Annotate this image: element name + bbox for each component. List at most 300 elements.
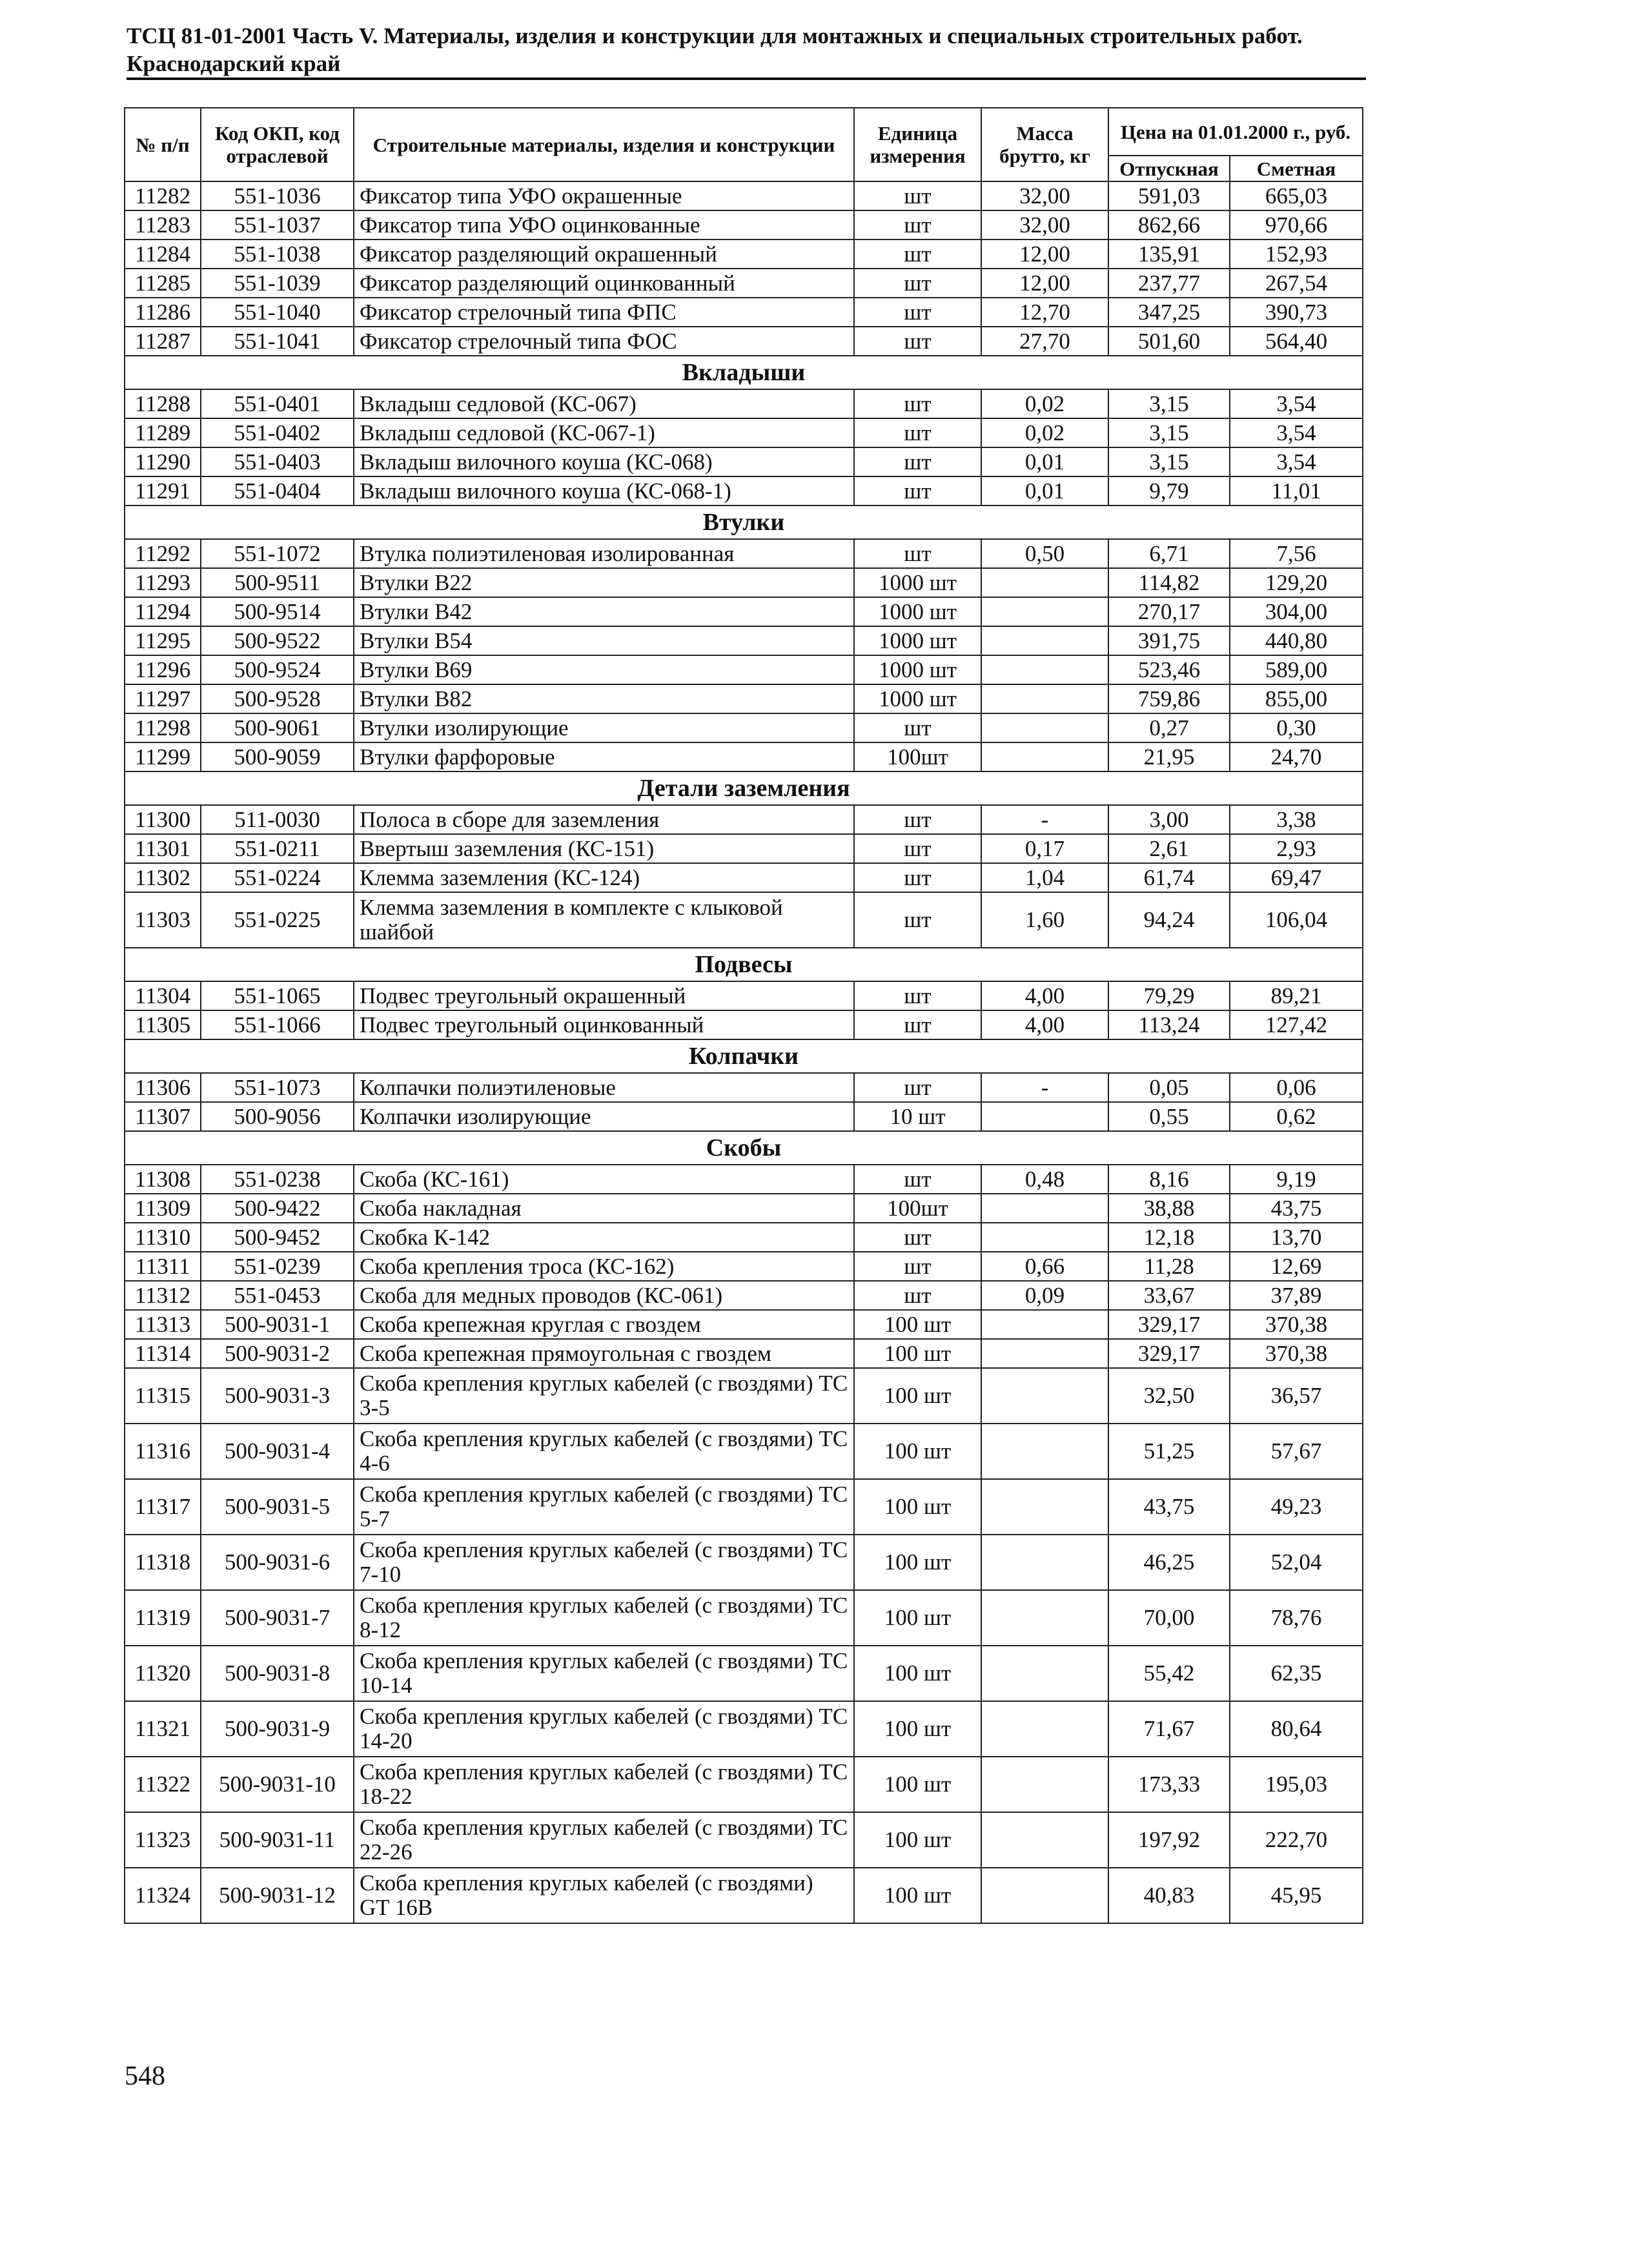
cell-code: 500-9031-1 (201, 1310, 354, 1339)
cell-code: 500-9031-10 (201, 1757, 354, 1812)
cell-num: 11287 (125, 327, 201, 356)
cell-code: 551-0402 (201, 418, 354, 447)
cell-mass (981, 1757, 1108, 1812)
cell-price-estimate: 665,03 (1230, 181, 1363, 210)
cell-num: 11307 (125, 1102, 201, 1131)
cell-code: 551-1065 (201, 981, 354, 1010)
cell-name: Колпачки полиэтиленовые (354, 1073, 854, 1102)
cell-price-release: 70,00 (1108, 1590, 1230, 1646)
table-row (125, 1535, 1363, 1590)
cell-code: 551-1039 (201, 269, 354, 298)
section-header (125, 1039, 1363, 1073)
cell-num: 11293 (125, 568, 201, 597)
table-row (125, 1165, 1363, 1194)
cell-mass: 0,02 (981, 418, 1108, 447)
cell-name: Клемма заземления (КС-124) (354, 863, 854, 892)
cell-name: Полоса в сборе для заземления (354, 805, 854, 834)
cell-num: 11321 (125, 1701, 201, 1757)
cell-num: 11282 (125, 181, 201, 210)
cell-price-release: 0,27 (1108, 713, 1230, 742)
cell-code: 500-9031-11 (201, 1812, 354, 1868)
table-row (125, 1590, 1363, 1646)
cell-price-estimate: 129,20 (1230, 568, 1363, 597)
cell-mass (981, 1646, 1108, 1701)
cell-name: Вкладыш седловой (КС-067-1) (354, 418, 854, 447)
cell-price-estimate: 222,70 (1230, 1812, 1363, 1868)
cell-mass (981, 1479, 1108, 1535)
cell-price-release: 501,60 (1108, 327, 1230, 356)
cell-price-release: 43,75 (1108, 1479, 1230, 1535)
cell-price-release: 61,74 (1108, 863, 1230, 892)
cell-unit: 100шт (854, 742, 981, 771)
col-header-name: Строительные материалы, изделия и конструкции (354, 108, 854, 181)
cell-price-release: 32,50 (1108, 1368, 1230, 1424)
cell-code: 551-0211 (201, 834, 354, 863)
cell-price-estimate: 36,57 (1230, 1368, 1363, 1424)
cell-mass: 27,70 (981, 327, 1108, 356)
cell-code: 500-9061 (201, 713, 354, 742)
table-row (125, 1194, 1363, 1223)
cell-price-release: 9,79 (1108, 476, 1230, 506)
table-row (125, 389, 1363, 418)
cell-price-estimate: 0,62 (1230, 1102, 1363, 1131)
cell-mass (981, 1812, 1108, 1868)
cell-mass: - (981, 1073, 1108, 1102)
cell-price-estimate: 970,66 (1230, 210, 1363, 240)
table-row (125, 269, 1363, 298)
cell-num: 11324 (125, 1868, 201, 1923)
cell-code: 551-1066 (201, 1010, 354, 1039)
cell-num: 11320 (125, 1646, 201, 1701)
cell-price-estimate: 370,38 (1230, 1339, 1363, 1368)
section-header (125, 771, 1363, 805)
cell-num: 11308 (125, 1165, 201, 1194)
cell-num: 11289 (125, 418, 201, 447)
table-row (125, 1812, 1363, 1868)
table-row (125, 713, 1363, 742)
cell-code: 500-9031-3 (201, 1368, 354, 1424)
table-row (125, 181, 1363, 210)
cell-name: Скоба крепежная круглая с гвоздем (354, 1310, 854, 1339)
cell-mass (981, 1310, 1108, 1339)
cell-code: 551-0404 (201, 476, 354, 506)
cell-num: 11297 (125, 684, 201, 713)
cell-price-release: 12,18 (1108, 1223, 1230, 1252)
table-row (125, 1010, 1363, 1039)
cell-unit: 1000 шт (854, 655, 981, 684)
cell-num: 11319 (125, 1590, 201, 1646)
cell-mass: 0,50 (981, 539, 1108, 568)
cell-code: 500-9031-4 (201, 1424, 354, 1479)
cell-code: 500-9031-12 (201, 1868, 354, 1923)
cell-code: 551-0453 (201, 1281, 354, 1310)
table-body (125, 181, 1363, 1923)
cell-price-estimate: 152,93 (1230, 240, 1363, 269)
cell-name: Скоба крепления круглых кабелей (с гвоздями) ТС 22-26 (354, 1812, 854, 1868)
cell-mass (981, 742, 1108, 771)
table-row (125, 805, 1363, 834)
cell-price-estimate: 3,54 (1230, 389, 1363, 418)
col-header-price-estimate: Сметная (1230, 156, 1363, 181)
cell-price-estimate: 370,38 (1230, 1310, 1363, 1339)
cell-price-release: 3,15 (1108, 389, 1230, 418)
cell-price-estimate: 855,00 (1230, 684, 1363, 713)
cell-unit: 1000 шт (854, 684, 981, 713)
cell-unit: шт (854, 418, 981, 447)
cell-name: Втулки В69 (354, 655, 854, 684)
cell-unit: шт (854, 1223, 981, 1252)
cell-price-release: 329,17 (1108, 1310, 1230, 1339)
cell-price-estimate: 440,80 (1230, 626, 1363, 655)
cell-price-estimate: 304,00 (1230, 597, 1363, 626)
table-row (125, 1102, 1363, 1131)
cell-code: 551-1041 (201, 327, 354, 356)
cell-num: 11290 (125, 447, 201, 476)
cell-price-estimate: 589,00 (1230, 655, 1363, 684)
cell-code: 500-9031-7 (201, 1590, 354, 1646)
section-header (125, 948, 1363, 981)
cell-num: 11288 (125, 389, 201, 418)
cell-mass: 0,09 (981, 1281, 1108, 1310)
cell-mass: 32,00 (981, 181, 1108, 210)
cell-price-estimate: 89,21 (1230, 981, 1363, 1010)
cell-code: 551-1040 (201, 298, 354, 327)
cell-price-release: 21,95 (1108, 742, 1230, 771)
cell-unit: 100 шт (854, 1812, 981, 1868)
cell-name: Скоба крепления круглых кабелей (с гвоздями) ТС 7-10 (354, 1535, 854, 1590)
cell-name: Фиксатор разделяющий окрашенный (354, 240, 854, 269)
cell-price-release: 391,75 (1108, 626, 1230, 655)
cell-name: Фиксатор стрелочный типа ФОС (354, 327, 854, 356)
cell-mass (981, 1701, 1108, 1757)
cell-price-release: 38,88 (1108, 1194, 1230, 1223)
table-row (125, 1646, 1363, 1701)
cell-price-estimate: 13,70 (1230, 1223, 1363, 1252)
cell-mass (981, 1339, 1108, 1368)
cell-price-estimate: 9,19 (1230, 1165, 1363, 1194)
header-region: Краснодарский край (127, 51, 341, 76)
cell-num: 11314 (125, 1339, 201, 1368)
cell-price-estimate: 80,64 (1230, 1701, 1363, 1757)
cell-code: 551-0224 (201, 863, 354, 892)
section-title: Детали заземления (125, 771, 1363, 805)
cell-code: 551-0239 (201, 1252, 354, 1281)
cell-num: 11294 (125, 597, 201, 626)
table-row (125, 298, 1363, 327)
cell-price-estimate: 43,75 (1230, 1194, 1363, 1223)
table-row (125, 597, 1363, 626)
table-row (125, 892, 1363, 948)
cell-name: Скоба крепления круглых кабелей (с гвоздями) ТС 8-12 (354, 1590, 854, 1646)
cell-unit: 100 шт (854, 1310, 981, 1339)
cell-num: 11291 (125, 476, 201, 506)
cell-price-release: 173,33 (1108, 1757, 1230, 1812)
cell-unit: 1000 шт (854, 568, 981, 597)
cell-name: Втулки В54 (354, 626, 854, 655)
cell-unit: 100 шт (854, 1646, 981, 1701)
cell-name: Втулки В42 (354, 597, 854, 626)
cell-num: 11315 (125, 1368, 201, 1424)
cell-num: 11311 (125, 1252, 201, 1281)
cell-price-release: 79,29 (1108, 981, 1230, 1010)
cell-mass: 0,01 (981, 447, 1108, 476)
cell-price-release: 759,86 (1108, 684, 1230, 713)
cell-num: 11304 (125, 981, 201, 1010)
header-title: ТСЦ 81-01-2001 Часть V. Материалы, изделия и конструкции для монтажных и специальных строительных работ. (127, 23, 1303, 48)
cell-name: Клемма заземления в комплекте с клыковой шайбой (354, 892, 854, 948)
col-header-num: № п/п (125, 108, 201, 181)
cell-price-estimate: 12,69 (1230, 1252, 1363, 1281)
cell-num: 11298 (125, 713, 201, 742)
table-row (125, 1310, 1363, 1339)
cell-price-estimate: 69,47 (1230, 863, 1363, 892)
cell-num: 11285 (125, 269, 201, 298)
cell-unit: шт (854, 1073, 981, 1102)
cell-price-release: 135,91 (1108, 240, 1230, 269)
cell-price-estimate: 564,40 (1230, 327, 1363, 356)
cell-code: 551-1073 (201, 1073, 354, 1102)
table-row (125, 626, 1363, 655)
table-row (125, 1223, 1363, 1252)
cell-name: Втулки изолирующие (354, 713, 854, 742)
cell-name: Скоба крепления круглых кабелей (с гвоздями) ТС 3-5 (354, 1368, 854, 1424)
cell-price-release: 113,24 (1108, 1010, 1230, 1039)
cell-name: Скоба крепления круглых кабелей (с гвоздями) GT 16B (354, 1868, 854, 1923)
cell-mass: 12,70 (981, 298, 1108, 327)
cell-num: 11310 (125, 1223, 201, 1252)
cell-price-release: 8,16 (1108, 1165, 1230, 1194)
cell-price-release: 6,71 (1108, 539, 1230, 568)
cell-name: Скоба крепления круглых кабелей (с гвоздями) ТС 4-6 (354, 1424, 854, 1479)
cell-num: 11283 (125, 210, 201, 240)
section-header (125, 356, 1363, 389)
cell-name: Фиксатор стрелочный типа ФПС (354, 298, 854, 327)
cell-price-release: 3,00 (1108, 805, 1230, 834)
cell-mass (981, 626, 1108, 655)
cell-unit: 100 шт (854, 1590, 981, 1646)
section-title: Подвесы (125, 948, 1363, 981)
cell-num: 11292 (125, 539, 201, 568)
col-header-price-release: Отпускная (1108, 156, 1230, 181)
cell-mass: 0,66 (981, 1252, 1108, 1281)
cell-code: 551-1037 (201, 210, 354, 240)
section-title: Вкладыши (125, 356, 1363, 389)
cell-code: 500-9031-6 (201, 1535, 354, 1590)
cell-unit: шт (854, 713, 981, 742)
cell-mass (981, 1868, 1108, 1923)
cell-mass: 4,00 (981, 981, 1108, 1010)
cell-unit: шт (854, 1252, 981, 1281)
section-header (125, 506, 1363, 539)
cell-unit: шт (854, 834, 981, 863)
cell-code: 500-9511 (201, 568, 354, 597)
cell-code: 500-9514 (201, 597, 354, 626)
cell-num: 11284 (125, 240, 201, 269)
cell-price-release: 0,55 (1108, 1102, 1230, 1131)
cell-price-release: 71,67 (1108, 1701, 1230, 1757)
cell-name: Скоба крепления круглых кабелей (с гвоздями) ТС 18-22 (354, 1757, 854, 1812)
cell-unit: 100 шт (854, 1757, 981, 1812)
cell-code: 500-9031-8 (201, 1646, 354, 1701)
cell-num: 11313 (125, 1310, 201, 1339)
cell-mass: 0,01 (981, 476, 1108, 506)
table-row (125, 210, 1363, 240)
cell-num: 11323 (125, 1812, 201, 1868)
cell-name: Скоба крепления круглых кабелей (с гвоздями) ТС 5-7 (354, 1479, 854, 1535)
cell-unit: шт (854, 298, 981, 327)
cell-unit: шт (854, 863, 981, 892)
cell-mass: - (981, 805, 1108, 834)
cell-unit: 10 шт (854, 1102, 981, 1131)
cell-price-estimate: 37,89 (1230, 1281, 1363, 1310)
cell-price-estimate: 49,23 (1230, 1479, 1363, 1535)
cell-unit: шт (854, 240, 981, 269)
table-row (125, 327, 1363, 356)
cell-price-release: 0,05 (1108, 1073, 1230, 1102)
page-number: 548 (125, 2061, 165, 2091)
cell-mass (981, 1368, 1108, 1424)
table-row (125, 834, 1363, 863)
cell-code: 500-9056 (201, 1102, 354, 1131)
table-row (125, 1073, 1363, 1102)
cell-unit: шт (854, 447, 981, 476)
cell-mass: 4,00 (981, 1010, 1108, 1039)
cell-unit: шт (854, 210, 981, 240)
table-row (125, 1424, 1363, 1479)
cell-mass: 0,17 (981, 834, 1108, 863)
cell-price-release: 94,24 (1108, 892, 1230, 948)
table-row (125, 742, 1363, 771)
cell-code: 551-0401 (201, 389, 354, 418)
cell-num: 11295 (125, 626, 201, 655)
cell-code: 500-9528 (201, 684, 354, 713)
cell-price-release: 2,61 (1108, 834, 1230, 863)
cell-name: Колпачки изолирующие (354, 1102, 854, 1131)
cell-mass (981, 1424, 1108, 1479)
cell-unit: шт (854, 805, 981, 834)
cell-price-estimate: 62,35 (1230, 1646, 1363, 1701)
table-row (125, 655, 1363, 684)
cell-code: 551-1072 (201, 539, 354, 568)
cell-unit: шт (854, 1010, 981, 1039)
table-row (125, 863, 1363, 892)
cell-mass (981, 597, 1108, 626)
cell-mass: 1,04 (981, 863, 1108, 892)
cell-name: Скоба накладная (354, 1194, 854, 1223)
cell-code: 500-9031-2 (201, 1339, 354, 1368)
cell-unit: 1000 шт (854, 597, 981, 626)
section-title: Колпачки (125, 1039, 1363, 1073)
cell-price-estimate: 3,38 (1230, 805, 1363, 834)
table-row (125, 1281, 1363, 1310)
cell-name: Вкладыш вилочного коуша (КС-068-1) (354, 476, 854, 506)
cell-price-release: 40,83 (1108, 1868, 1230, 1923)
col-header-price: Цена на 01.01.2000 г., руб. (1108, 108, 1363, 156)
cell-price-estimate: 0,06 (1230, 1073, 1363, 1102)
cell-unit: шт (854, 981, 981, 1010)
cell-price-estimate: 390,73 (1230, 298, 1363, 327)
cell-price-estimate: 57,67 (1230, 1424, 1363, 1479)
cell-price-estimate: 24,70 (1230, 742, 1363, 771)
cell-unit: 100 шт (854, 1701, 981, 1757)
cell-price-estimate: 3,54 (1230, 447, 1363, 476)
cell-name: Скоба крепления круглых кабелей (с гвоздями) ТС 14-20 (354, 1701, 854, 1757)
table-row (125, 1757, 1363, 1812)
cell-code: 551-0238 (201, 1165, 354, 1194)
cell-name: Скоба (КС-161) (354, 1165, 854, 1194)
cell-num: 11316 (125, 1424, 201, 1479)
cell-mass: 0,48 (981, 1165, 1108, 1194)
cell-name: Втулки фарфоровые (354, 742, 854, 771)
cell-price-release: 11,28 (1108, 1252, 1230, 1281)
cell-num: 11302 (125, 863, 201, 892)
cell-num: 11300 (125, 805, 201, 834)
table-row (125, 1701, 1363, 1757)
cell-price-estimate: 195,03 (1230, 1757, 1363, 1812)
cell-name: Скоба для медных проводов (КС-061) (354, 1281, 854, 1310)
cell-price-release: 862,66 (1108, 210, 1230, 240)
table-row (125, 981, 1363, 1010)
cell-code: 551-0225 (201, 892, 354, 948)
cell-unit: 100 шт (854, 1424, 981, 1479)
cell-price-release: 591,03 (1108, 181, 1230, 210)
section-header (125, 1131, 1363, 1165)
cell-name: Подвес треугольный оцинкованный (354, 1010, 854, 1039)
cell-mass (981, 713, 1108, 742)
cell-price-release: 46,25 (1108, 1535, 1230, 1590)
cell-num: 11306 (125, 1073, 201, 1102)
cell-price-estimate: 45,95 (1230, 1868, 1363, 1923)
cell-mass: 0,02 (981, 389, 1108, 418)
cell-price-estimate: 52,04 (1230, 1535, 1363, 1590)
cell-num: 11303 (125, 892, 201, 948)
cell-mass (981, 1102, 1108, 1131)
cell-num: 11312 (125, 1281, 201, 1310)
cell-name: Скобка К-142 (354, 1223, 854, 1252)
col-header-code: Код ОКП, код отраслевой (201, 108, 354, 181)
cell-unit: шт (854, 181, 981, 210)
cell-price-estimate: 3,54 (1230, 418, 1363, 447)
cell-name: Скоба крепления троса (КС-162) (354, 1252, 854, 1281)
cell-num: 11317 (125, 1479, 201, 1535)
cell-name: Скоба крепления круглых кабелей (с гвоздями) ТС 10-14 (354, 1646, 854, 1701)
cell-code: 551-1036 (201, 181, 354, 210)
cell-name: Фиксатор типа УФО окрашенные (354, 181, 854, 210)
table-row (125, 240, 1363, 269)
cell-unit: шт (854, 327, 981, 356)
cell-price-release: 3,15 (1108, 447, 1230, 476)
cell-code: 500-9524 (201, 655, 354, 684)
cell-unit: шт (854, 892, 981, 948)
cell-price-estimate: 0,30 (1230, 713, 1363, 742)
cell-price-release: 197,92 (1108, 1812, 1230, 1868)
cell-unit: шт (854, 476, 981, 506)
cell-unit: шт (854, 539, 981, 568)
cell-price-estimate: 2,93 (1230, 834, 1363, 863)
cell-unit: 100 шт (854, 1479, 981, 1535)
cell-unit: шт (854, 1281, 981, 1310)
cell-price-release: 51,25 (1108, 1424, 1230, 1479)
table-row (125, 684, 1363, 713)
cell-num: 11299 (125, 742, 201, 771)
cell-name: Скоба крепежная прямоугольная с гвоздем (354, 1339, 854, 1368)
cell-unit: 100 шт (854, 1535, 981, 1590)
cell-name: Подвес треугольный окрашенный (354, 981, 854, 1010)
cell-code: 551-1038 (201, 240, 354, 269)
table-row (125, 1368, 1363, 1424)
cell-unit: шт (854, 389, 981, 418)
cell-unit: 100 шт (854, 1339, 981, 1368)
